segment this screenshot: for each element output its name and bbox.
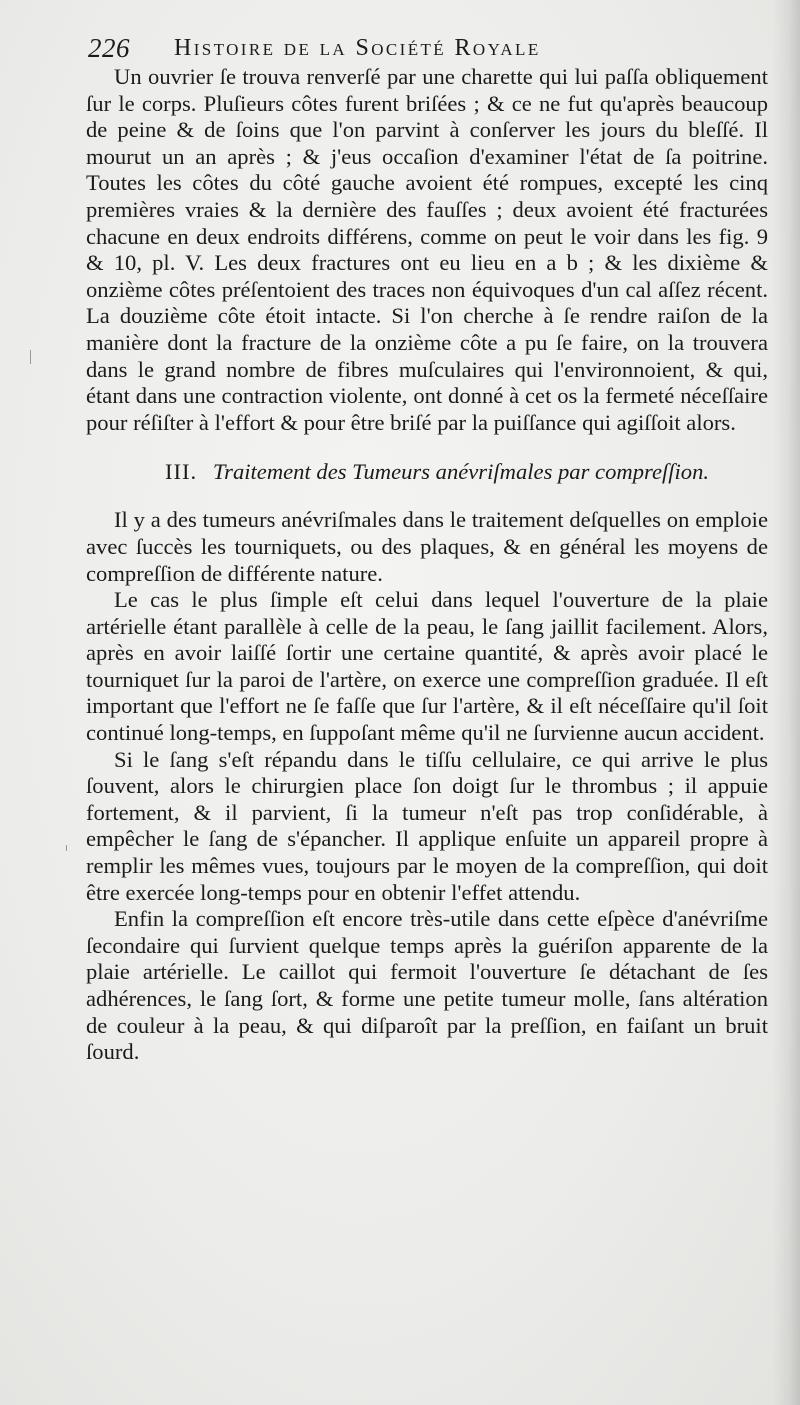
paragraph-simple-case: Le cas le plus ſimple eſt celui dans lequel l'ouverture de la plaie artérielle étant parallèle à celle de la peau, le ſang jaillit facilement. Alors, après en avoir laiſſé ſortir une certaine quantité, & après avoir placé le tourniquet ſur la paroi de l'artère, on exerce une compreſſion graduée. Il eſt important que l'effort ne ſe faſſe que ſur l'artère, & il eſt néceſſaire qu'il ſoit continué long-temps, en ſuppoſant même qu'il ne ſurvienne aucun accident. [86,587,768,746]
page-edge-shadow [772,0,800,1405]
section-heading [86,458,768,486]
main-text [86,64,768,1066]
page-header [88,33,698,67]
paragraph-intro-compression: Il y a des tumeurs anévriſmales dans le traitement deſquelles on emploie avec ſuccès les tourniquets, ou des plaques, & en général les moyens de compreſſion de différente nature. [86,507,768,586]
paragraph-thrombus: Si le ſang s'eſt répandu dans le tiſſu cellulaire, ce qui arrive le plus ſouvent, alors le chirurgien place ſon doigt ſur le thrombus ; il appuie fortement, & il parvient, ſi la tumeur n'eſt pas trop conſidérable, à empêcher le ſang de s'épancher. Il applique enſuite un appareil propre à remplir les mêmes vues, toujours par le moyen de la compreſſion, qui doit être exercée long-temps pour en obtenir l'effet attendu. [86,746,768,905]
page-number: 226 [88,33,130,63]
section-title: Traitement des Tumeurs anévriſmales par compreſſion. [212,459,710,485]
paragraph-rib-fracture: Un ouvrier ſe trouva renverſé par une charette qui lui paſſa obliquement ſur le corps. Pluſieurs côtes furent briſées ; & ce ne fut qu'après beaucoup de peine & de ſoins que l'on parvint à conſerver les jours du bleſſé. Il mourut un an après ; & j'eus occaſion d'examiner l'état de ſa poitrine. Toutes les côtes du côté gauche avoient été rompues, excepté les cinq premières vraies & la dernière des fauſſes ; deux avoient été fracturées chacune en deux endroits différens, comme on peut le voir dans les fig. 9 & 10, pl. V. Les deux fractures ont eu lieu en a b ; & les dixième & onzième côtes préſentoient des traces non équivoques d'un cal aſſez récent. La douzième côte étoit intacte. Si l'on cherche à ſe rendre raiſon de la manière dont la fracture de la onzième côte a pu ſe faire, on la trouvera dans le grand nombre de fibres muſculaires qui l'environnoient, & qui, étant dans une contraction violente, ont donné à cet os la fermeté néceſſaire pour réſiſter à l'effort & pour être briſé par la puiſſance qui agiſſoit alors. [86,64,768,435]
margin-mark [66,845,75,851]
section-number: III. [164,459,198,485]
margin-mark [30,350,39,364]
paragraph-secondary-aneurysm: Enfin la compreſſion eſt encore très-utile dans cette eſpèce d'anévriſme ſecondaire qui ſurvient quelque temps après la guériſon apparente de la plaie artérielle. Le caillot qui fermoit l'ouverture ſe détachant de ſes adhérences, le ſang ſort, & forme une petite tumeur molle, ſans altération de couleur à la peau, & qui diſparoît par la preſſion, en faiſant un bruit ſourd. [86,906,768,1065]
running-head: Histoire de la Société Royale [174,35,541,61]
